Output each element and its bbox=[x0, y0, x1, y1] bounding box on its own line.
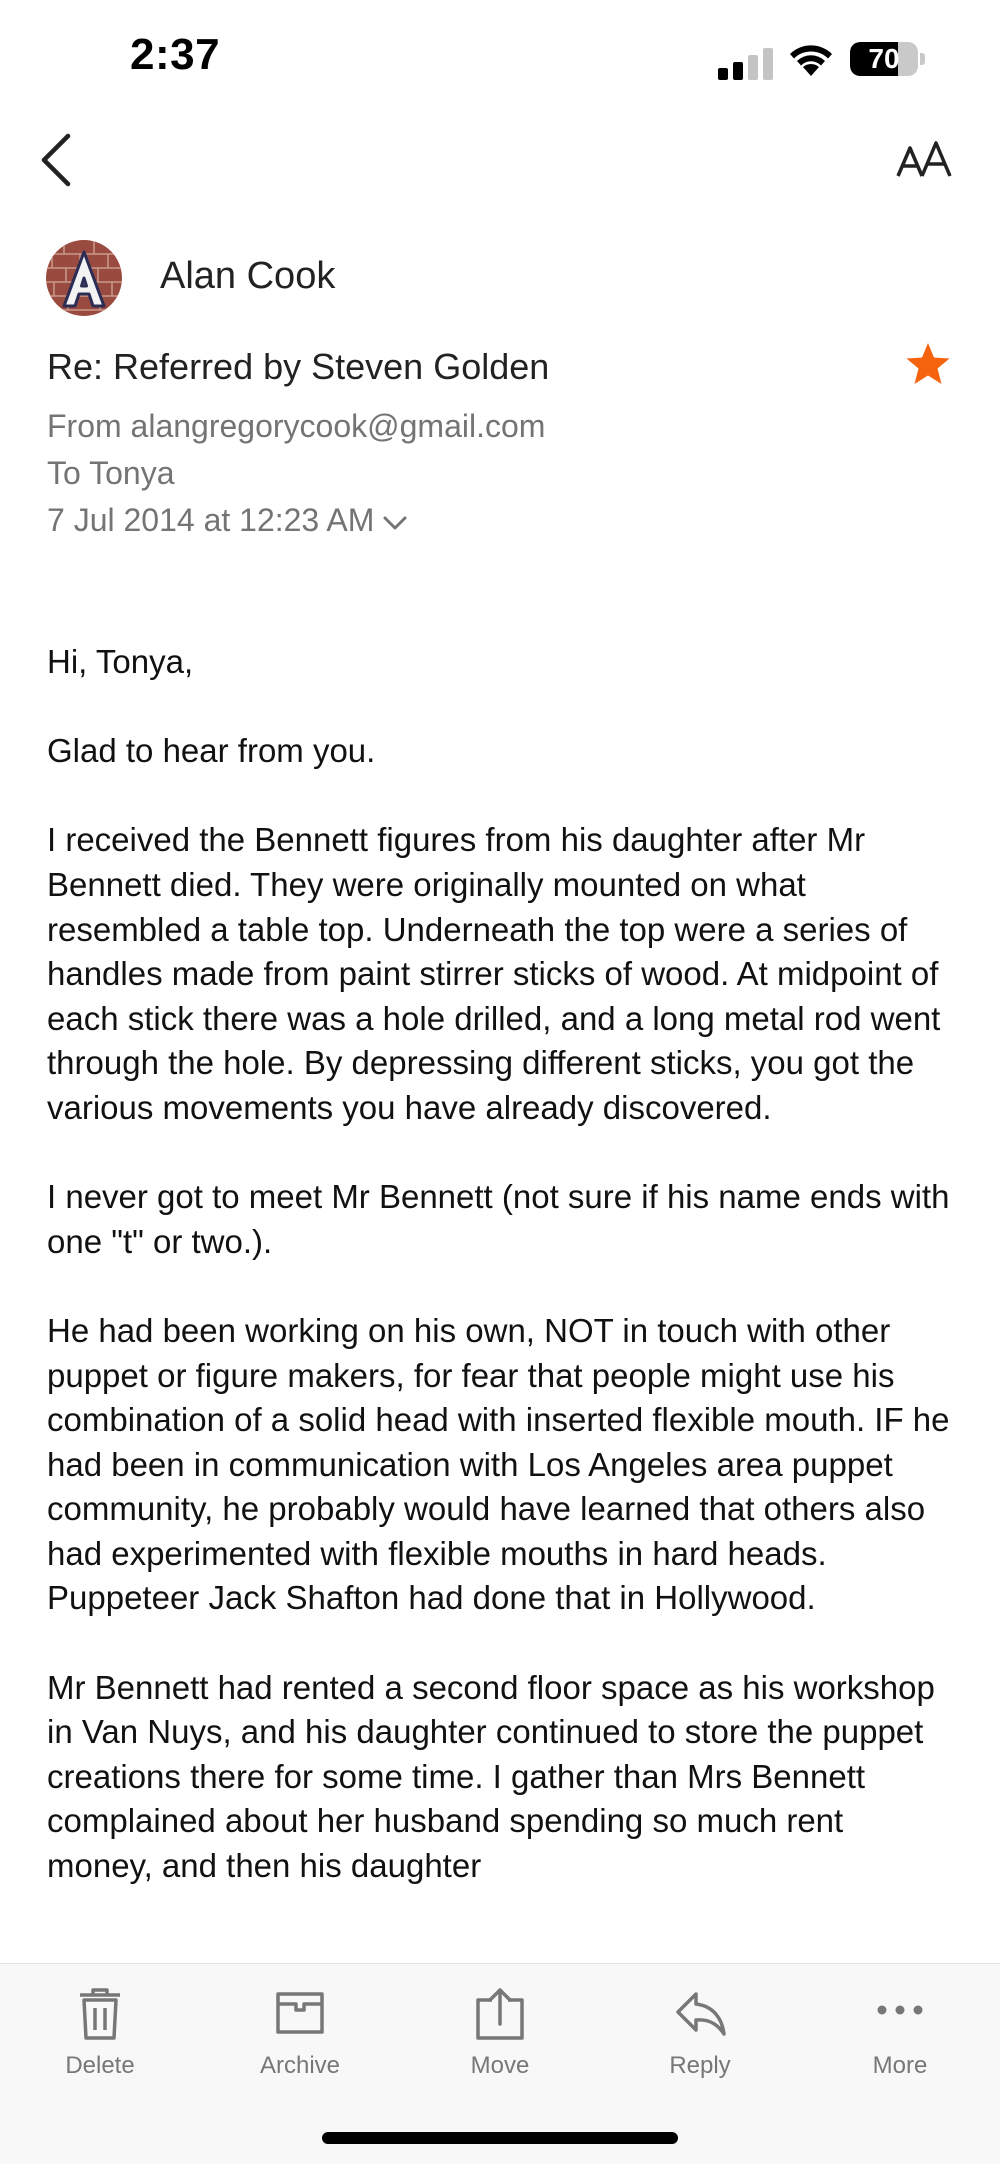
body-paragraph: Mr Bennett had rented a second floor space as his workshop in Van Nuys, and his daughter continued to store the puppet creations there for some time. I gather than Mrs Bennett complained about her husband spending so much rent money, and then his daughter bbox=[47, 1668, 935, 1885]
archive-label: Archive bbox=[259, 2052, 341, 2079]
chevron-down-icon bbox=[382, 514, 408, 532]
reply-label: Reply bbox=[669, 2052, 731, 2079]
battery-icon bbox=[850, 42, 924, 76]
email-date[interactable] bbox=[47, 502, 408, 539]
email-subject: Re: Referred by Steven Golden bbox=[47, 346, 550, 387]
move-icon bbox=[470, 1986, 530, 2042]
move-button[interactable] bbox=[420, 1986, 580, 2096]
archive-icon bbox=[270, 1986, 330, 2042]
reply-icon bbox=[670, 1986, 730, 2042]
body-paragraph: Glad to hear from you. bbox=[47, 732, 376, 770]
status-bar bbox=[0, 0, 1000, 120]
reply-button[interactable] bbox=[620, 1986, 780, 2096]
cellular-signal-icon bbox=[718, 48, 774, 80]
from-address: From alangregorycook@gmail.com bbox=[47, 408, 546, 444]
body-paragraph: Hi, Tonya, bbox=[47, 643, 194, 680]
more-label: More bbox=[872, 2052, 928, 2079]
delete-label: Delete bbox=[65, 2052, 135, 2079]
more-button[interactable] bbox=[820, 1986, 980, 2096]
body-paragraph: I never got to meet Mr Bennett (not sure if his name ends with one "t" or two.). bbox=[47, 1178, 950, 1260]
email-date-text: 7 Jul 2014 at 12:23 AM bbox=[47, 502, 375, 538]
email-body bbox=[47, 640, 957, 1933]
battery-level: 70 bbox=[868, 43, 900, 74]
sender-avatar-icon bbox=[46, 240, 122, 316]
star-icon[interactable] bbox=[904, 340, 952, 388]
trash-icon bbox=[70, 1986, 130, 2042]
delete-button[interactable] bbox=[20, 1986, 180, 2096]
sender-name[interactable]: Alan Cook bbox=[160, 255, 336, 297]
more-icon bbox=[870, 1986, 930, 2042]
back-chevron-icon[interactable] bbox=[36, 130, 76, 190]
home-indicator[interactable] bbox=[322, 2132, 678, 2144]
to-recipient: To Tonya bbox=[47, 455, 175, 491]
body-paragraph: He had been working on his own, NOT in touch with other puppet or figure makers, for fear that people might use his combination of a solid head with inserted flexible mouth. IF he had been in communication with Los Angeles area puppet community, he probably would have learned that others also had experimented with flexible mouths in hard heads. Puppeteer Jack Shafton had done that in Hollywood. bbox=[47, 1311, 950, 1617]
text-size-icon[interactable] bbox=[896, 140, 952, 180]
move-label: Move bbox=[470, 2052, 530, 2079]
wifi-icon bbox=[786, 42, 836, 78]
archive-button[interactable] bbox=[220, 1986, 380, 2096]
avatar bbox=[46, 240, 122, 316]
body-paragraph: I received the Bennett figures from his daughter after Mr Bennett died. They were originally mounted on what resembled a table top. Underneath the top were a series of handles made from paint stirrer sticks of wood. At midpoint of each stick there was a hole drilled, and a long metal rod went through the hole. By depressing different sticks, you got the various movements you have already discovered. bbox=[47, 821, 941, 1126]
status-time: 2:37 bbox=[130, 30, 221, 79]
